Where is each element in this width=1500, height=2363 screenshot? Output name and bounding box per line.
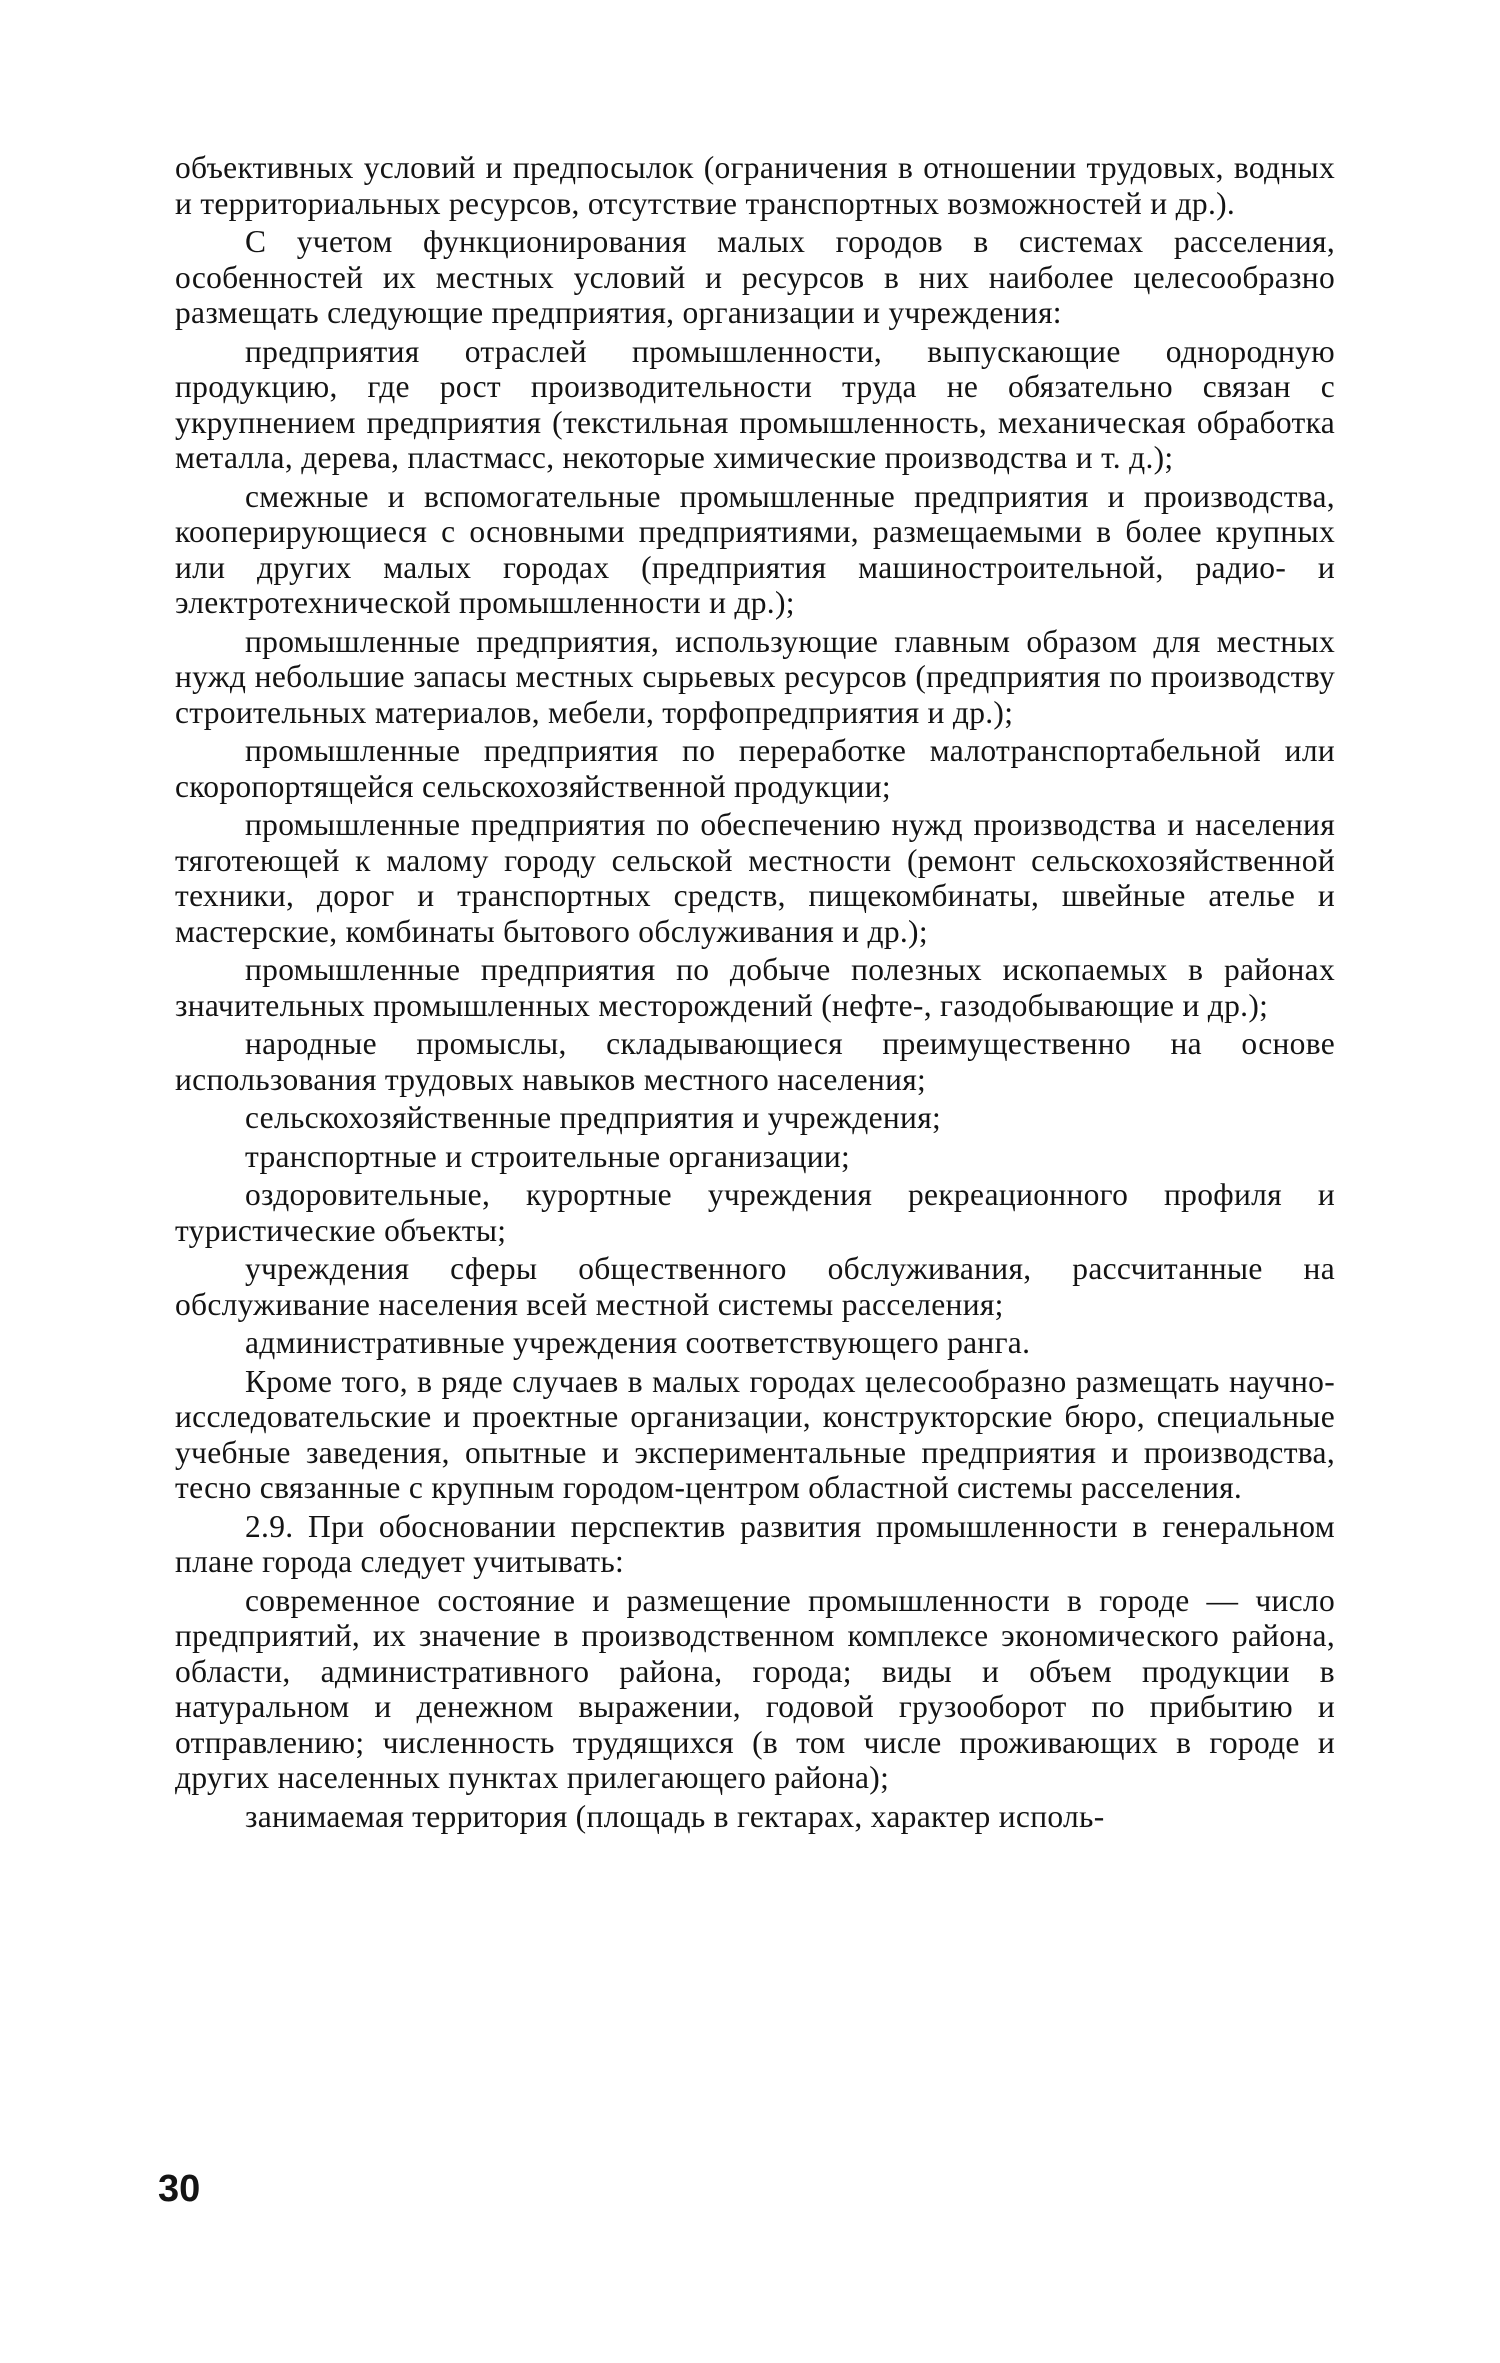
paragraph-intro-conditions: объективных условий и предпосылок (ограничения в отношении трудовых, водных и территориальных ресурсов, отсутствие транспортных возможностей и др.). <box>175 150 1335 221</box>
paragraph-small-towns-placement: С учетом функционирования малых городов в системах расселения, особенностей их местных условий и ресурсов в них наиболее целесообразно размещать следующие предприятия, организации и учреждения: <box>175 224 1335 330</box>
list-item-public-services: учреждения сферы общественного обслуживания, рассчитанные на обслуживание населения всей местной системы расселения; <box>175 1251 1335 1322</box>
list-item-administrative: административные учреждения соответствующего ранга. <box>245 1325 1031 1360</box>
list-item-current-state: современное состояние и размещение промышленности в городе — число предприятий, их значение в производственном комплексе экономического района, области, административного района, города; виды и объем продукции в натуральном и денежном выражении, годовой грузооборот по прибытию и отправлению; численность трудящихся (в том числе проживающих в городе и других населенных пунктах прилегающего района); <box>175 1582 1335 1795</box>
list-item-local-resources: промышленные предприятия, использующие главным образом для местных нужд небольшие запасы местных сырьевых ресурсов (предприятия по производству строительных материалов, мебели, торфопредприятия и др.); <box>175 623 1335 730</box>
list-item-territory: занимаемая территория (площадь в гектарах, характер исполь- <box>245 1798 1105 1834</box>
paragraph-section-2-9: 2.9. При обосновании перспектив развития промышленности в генеральном плане города следует учитывать: <box>175 1508 1335 1579</box>
list-item-transport-construction: транспортные и строительные организации; <box>245 1138 851 1174</box>
list-item-health-resorts: оздоровительные, курортные учреждения рекреационного профиля и туристические объекты; <box>175 1177 1335 1248</box>
page-number: 30 <box>158 2168 201 2210</box>
list-item-agriculture: сельскохозяйственные предприятия и учреждения; <box>245 1100 942 1135</box>
list-item-auxiliary-enterprises: смежные и вспомогательные промышленные предприятия и производства, кооперирующиеся с основными предприятиями, размещаемыми в более крупных или других малых городах (предприятия машиностроительной, радио- и электротехнической промышленности и др.); <box>175 478 1335 620</box>
list-item-rural-needs: промышленные предприятия по обеспечению нужд производства и населения тяготеющей к малому городу сельской местности (ремонт сельскохозяйственной техники, дорог и транспортных средств, пищекомбинаты, швейные ателье и мастерские, комбинаты бытового обслуживания и др.); <box>175 807 1335 949</box>
body-text <box>175 150 1335 1834</box>
list-item-folk-crafts: народные промыслы, складывающиеся преимущественно на основе использования трудовых навыков местного населения; <box>175 1026 1335 1097</box>
list-item-mining: промышленные предприятия по добыче полезных ископаемых в районах значительных промышленных месторождений (нефте-, газодобывающие и др.); <box>175 952 1335 1023</box>
list-item-homogeneous-industries: предприятия отраслей промышленности, выпускающие однородную продукцию, где рост производительности труда не обязательно связан с укрупнением предприятия (текстильная промышленность, механическая обработка металла, дерева, пластмасс, некоторые химические производства и т. д.); <box>175 333 1335 475</box>
list-item-agro-processing: промышленные предприятия по переработке малотранспортабельной или скоропортящейся сельскохозяйственной продукции; <box>175 733 1335 804</box>
paragraph-research-organizations: Кроме того, в ряде случаев в малых городах целесообразно размещать научно-исследовательские и проектные организации, конструкторские бюро, специальные учебные заведения, опытные и экспериментальные предприятия и производства, тесно связанные с крупным городом-центром областной системы расселения. <box>175 1363 1335 1505</box>
